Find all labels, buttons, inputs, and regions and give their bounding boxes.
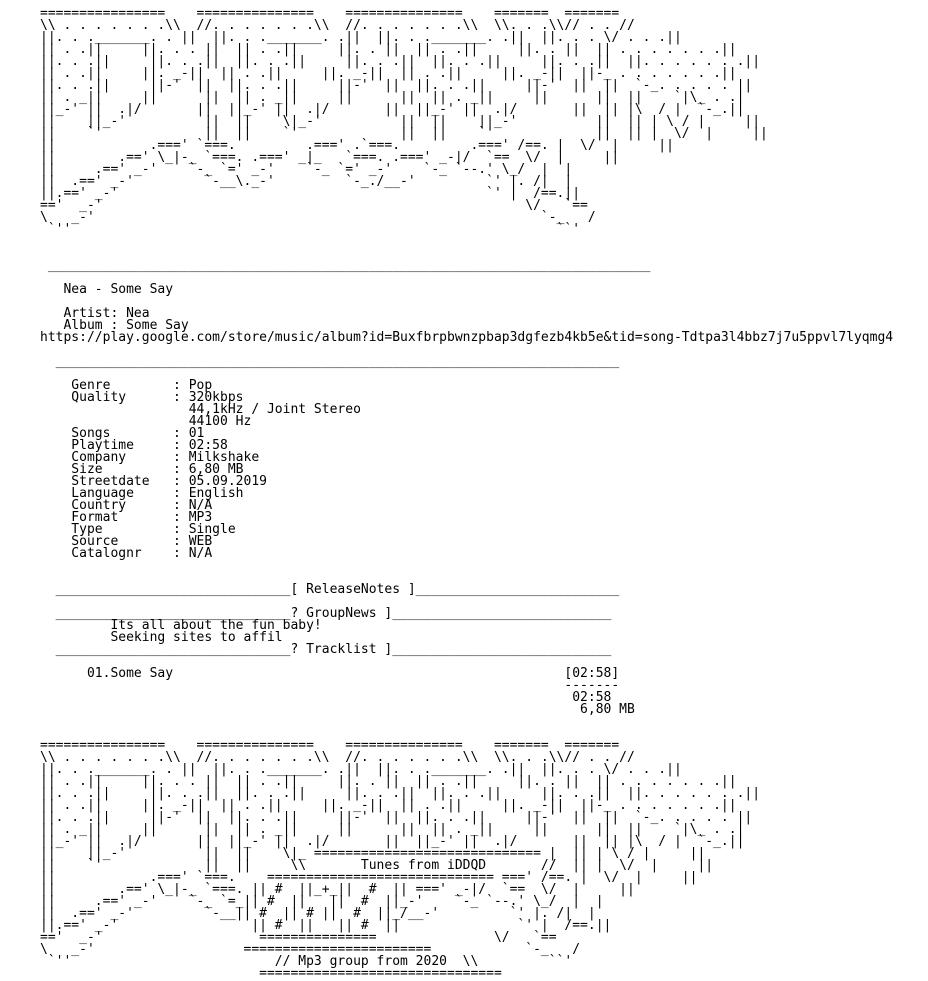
text-line[interactable]: https://play.google.com/store/music/album?id=Buxfbrpbwnzpbap3dgfezb4kb5e&tid=song-Tdtpa3l4bbz7j7u5ppvl7lyqmg4 [40, 330, 894, 345]
text-line: ________________________________________________________________________ [40, 354, 620, 369]
text-line: Language : English [40, 486, 244, 501]
text-line: ==' _-' =============== \/ `== [40, 930, 557, 945]
text-line: Format : MP3 [40, 510, 213, 525]
text-line: \ _-' ======================== `-_ / [40, 942, 581, 957]
text-line: ||. . .|| ||-' || ||. . .|| ||-' || ||. . .|| ||-' || || `-_. . . . . || [40, 810, 753, 825]
text-line: Streetdate : 05.09.2019 [40, 474, 267, 489]
nfo-document [40, 8, 893, 980]
text-line: ||. . .|| ||-' || ||. . .|| ||-' || ||. . .|| ||-' || || `-_. . . . . || [40, 78, 753, 93]
text-line: `'' ``' [40, 222, 581, 237]
text-line: || .==' _-' `-_ `=' _-' `-_ `=' _-' `-_ `--.' \_/ | | [40, 162, 573, 177]
text-line: || .==' _-' `-__\._-' `-_./__-' `' |. /| | [40, 174, 573, 189]
text-line: ||_-' || .|/ || ||_-' || .|/ || ||_-' || .|/ || || |\ / | `-_.|| [40, 102, 745, 117]
text-line: \\ . . . . . . .\\ //. . . . . . .\\ //. . . . . . .\\ \\. . .\\// . . // [40, 18, 635, 33]
text-line: 02:58 [40, 690, 612, 705]
text-line: || .==' \_|-_ `===. .===' _|_ `===. .===' _-|/ `== \/ | || [40, 150, 620, 165]
text-line: ||. . .|| ||. . .|| ||. . .|| ||. . .|| ||. . .|| ||. . .|| ||. . . . . . .|| [40, 786, 761, 801]
text-line: Quality : 320kbps [40, 390, 244, 405]
text-line: Album : Some Say [40, 318, 189, 333]
text-line [40, 236, 893, 248]
text-line: Seeking sites to affil [40, 630, 283, 645]
text-line: 44100 Hz [40, 414, 252, 429]
text-line: 6,80 MB [40, 702, 635, 717]
text-line: ______________________________[ ReleaseNotes ]__________________________ [40, 582, 620, 597]
text-line: ------- [40, 678, 620, 693]
text-line: ______________________________? Tracklist ]____________________________ [40, 642, 612, 657]
text-line: ||. . ._______. . || ||. . ._______. .|| ||. . ._______. .|| ||. . . \/ . . .|| [40, 30, 682, 45]
text-line: ||. . .|| ||. . .|| ||. . .|| ||. . .|| ||. . .|| ||. . .|| ||. . . . . . .|| [40, 54, 761, 69]
text-line: || .===' `===. ============================= ===' /==. | \/ | || [40, 870, 698, 885]
text-line [40, 296, 893, 308]
text-line: || . .|| ||. _-|| || . .|| ||. _-|| || . .|| ||. _-|| ||-_ . . . . . . .|| [40, 66, 737, 81]
text-line [40, 560, 893, 572]
text-line: _____________________________________________________________________________ [40, 258, 651, 273]
text-line: ||.==' _-' || # || || # || `' | /==.|| [40, 918, 612, 933]
text-line: Playtime : 02:58 [40, 438, 228, 453]
text-line: \ _-' `-_ / [40, 210, 596, 225]
text-line: || .===' `===. .===' .`===. .===' /==. | \/ | || [40, 138, 674, 153]
text-line: Genre : Pop [40, 378, 213, 393]
text-line: || . .|| ||. _-|| || . .|| ||. _-|| || . .|| ||. _-|| ||-_ . . . . . . .|| [40, 798, 737, 813]
text-line: || . _|| || || || . _|| || || || . _|| || || || `|\_ . .| [40, 90, 745, 105]
text-line: ||_-' || .|/ || ||_-' || .|/ || ||_-' || .|/ || || |\ / | `-_.|| [40, 834, 745, 849]
text-line: 44,1kHz / Joint Stereo [40, 402, 361, 417]
text-line [40, 716, 893, 728]
text-line: || . .|| ||. . . || || . .|| ||. . || || . .|| ||. . || || . . . . . . .|| [40, 42, 737, 57]
text-line: 01.Some Say [02:58] [40, 666, 620, 681]
text-line: || . .|| ||. . . || || . .|| ||. . || || . .|| ||. . || || . . . . . . .|| [40, 774, 737, 789]
text-line: || .==' _-' `-__|| # || # || # ||_/__-' `' |. /| | [40, 906, 596, 921]
text-line: Country : N/A [40, 498, 213, 513]
text-line: Its all about the fun baby! [40, 618, 322, 633]
text-line: ==' _-' \/ `== [40, 198, 588, 213]
text-line: \\ . . . . . . .\\ //. . . . . . .\\ //. . . . . . .\\ \\. . .\\// . . // [40, 750, 635, 765]
text-line: ||. . ._______. . || ||. . ._______. .|| ||. . ._______. .|| ||. . . \/ . . .|| [40, 762, 682, 777]
text-line: Size : 6,80 MB [40, 462, 244, 477]
text-line: ================ =============== =============== ======= ======= [40, 738, 620, 753]
text-line: || `' || || `' || || `' || || | \/ | || [40, 126, 768, 141]
text-line: `'' // Mp3 group from 2020 \\ ``' [40, 954, 573, 969]
text-line: ______________________________? GroupNews ]____________________________ [40, 606, 612, 621]
text-line: Nea - Some Say [40, 282, 174, 297]
text-line: Source : WEB [40, 534, 213, 549]
text-line: Songs : 01 [40, 426, 205, 441]
text-line: || ||_-' || || \|_ ============================= | || | \ / | || [40, 846, 706, 861]
text-line: || . _|| || || || . _|| || || || . _|| || || || `|\_ . .| [40, 822, 745, 837]
text-line: || .==' _-' `-_ `=_|| # || || # ||_-' `-_ `--.' \_/ | | [40, 894, 604, 909]
text-line: || .==' \_|-_ `===. || # ||_+_|| # || ===' _-|/ `== \/ | || [40, 882, 635, 897]
text-line: || `' || || \\ Tunes from iDDQD // || | \/ | || [40, 858, 714, 873]
text-line: Company : Milkshake [40, 450, 260, 465]
text-line: ||.==' _-' `' | /==.|| [40, 186, 581, 201]
text-line: Artist: Nea [40, 306, 150, 321]
text-line: Type : Single [40, 522, 236, 537]
text-line: || ||_-' || || \|_-' || || ||_-' || || | \ / | || [40, 114, 761, 129]
text-line: ================ =============== =============== ======= ======= [40, 6, 620, 21]
text-line: Catalognr : N/A [40, 546, 213, 561]
text-line: =============================== [40, 966, 502, 981]
